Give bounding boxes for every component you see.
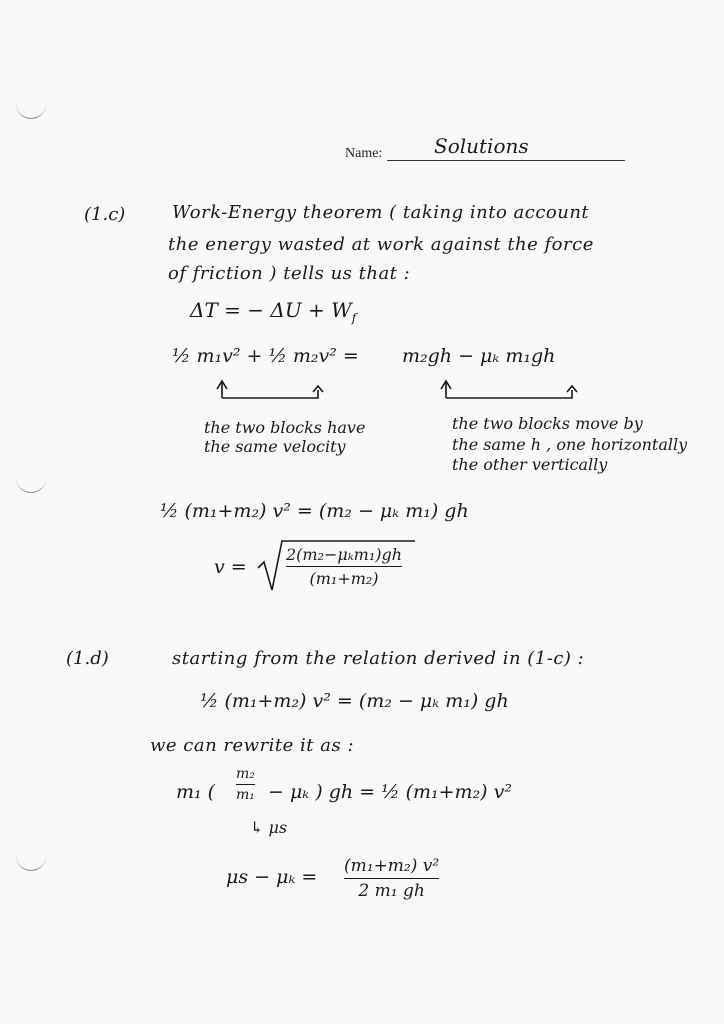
fraction-denominator: 2 m₁ gh bbox=[358, 881, 425, 901]
fraction-bar bbox=[344, 878, 439, 879]
equation-result-label: μs − μₖ = bbox=[226, 866, 318, 888]
intro-line: Work-Energy theorem ( taking into account bbox=[172, 202, 590, 223]
name-value: Solutions bbox=[434, 134, 529, 158]
note-same-height: the same h , one horizontally bbox=[452, 435, 688, 454]
equation-combined: ½ (m₁+m₂) v² = (m₂ − μₖ m₁) gh bbox=[160, 500, 469, 522]
equation-subscript: f bbox=[351, 311, 357, 325]
equation-energy-left: ½ m₁v² + ½ m₂v² = bbox=[172, 345, 359, 367]
intro-line: starting from the relation derived in (1-c) : bbox=[172, 648, 585, 669]
intro-line: the energy wasted at work against the force bbox=[168, 234, 594, 255]
equation-relation: ½ (m₁+m₂) v² = (m₂ − μₖ m₁) gh bbox=[200, 690, 509, 712]
fraction-numerator: (m₁+m₂) v² bbox=[344, 856, 440, 876]
velocity-fraction bbox=[286, 545, 402, 588]
equation-rewrite-left: m₁ ( bbox=[176, 781, 216, 803]
fraction-numerator: m₂ bbox=[236, 766, 255, 782]
fraction-denominator: m₁ bbox=[236, 787, 255, 803]
mass-ratio-fraction bbox=[236, 766, 255, 803]
mu-s-note: ↳ μs bbox=[250, 818, 288, 837]
equation-text: ΔT = − ΔU + W bbox=[190, 298, 352, 322]
intro-line: of friction ) tells us that : bbox=[168, 263, 411, 284]
equation-energy-right: m₂gh − μₖ m₁gh bbox=[402, 345, 556, 367]
note-same-velocity: the two blocks have bbox=[204, 418, 366, 437]
note-same-velocity: the same velocity bbox=[204, 437, 346, 456]
section-number-1d: (1.d) bbox=[66, 648, 109, 669]
equation-velocity-label: v = bbox=[214, 556, 247, 578]
rewrite-text: we can rewrite it as : bbox=[150, 735, 355, 756]
equation-rewrite-right: − μₖ ) gh = ½ (m₁+m₂) v² bbox=[268, 781, 512, 803]
fraction-bar bbox=[286, 566, 402, 567]
name-label: Name: bbox=[345, 146, 383, 161]
note-same-height: the other vertically bbox=[452, 455, 608, 474]
note-same-height: the two blocks move by bbox=[452, 414, 643, 433]
result-fraction bbox=[344, 856, 439, 901]
section-number-1c: (1.c) bbox=[84, 204, 126, 225]
fraction-bar bbox=[236, 784, 255, 785]
fraction-denominator: (m₁+m₂) bbox=[309, 569, 379, 588]
fraction-numerator: 2(m₂−μₖm₁)gh bbox=[286, 545, 403, 564]
